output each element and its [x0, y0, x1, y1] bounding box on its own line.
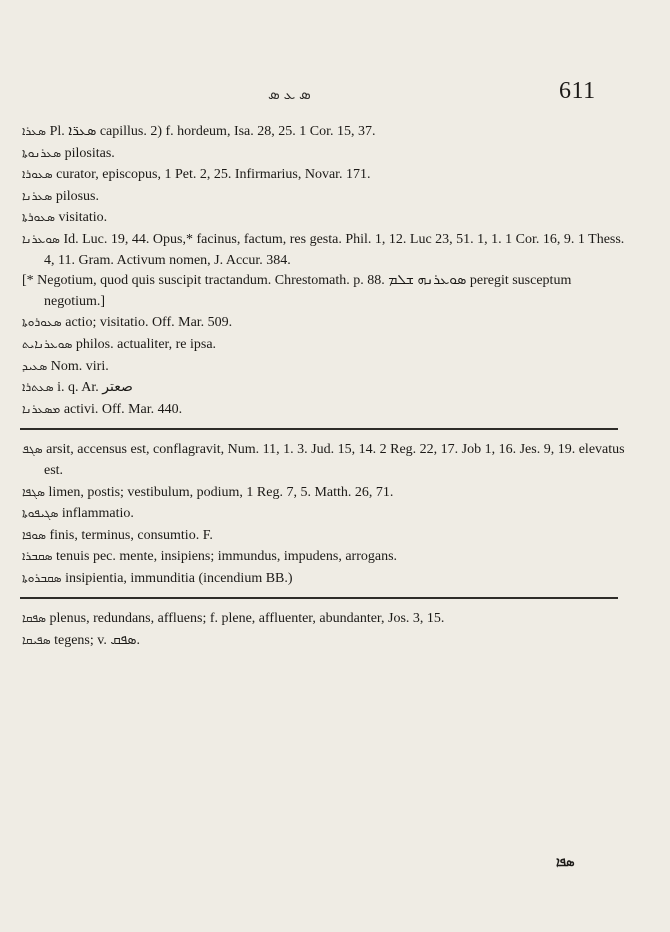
entry-headword: ܣܘܥܪܢܐ — [22, 231, 60, 246]
entry-definition: actio; visitatio. Off. Mar. 509. — [65, 315, 233, 331]
entry-definition: pilositas. — [64, 145, 115, 161]
entry-definition: limen, postis; vestibulum, podium, 1 Reg. 7, 5. Matth. 26, 71. — [48, 484, 394, 500]
dictionary-entry — [22, 608, 632, 630]
dictionary-entry — [22, 568, 632, 590]
entry-definition: tegens; v. ܣܦܩ. — [54, 633, 141, 649]
entry-headword: ܣܘܥܪܢܐܝܬ — [22, 336, 73, 351]
entry-definition: Nom. viri. — [50, 358, 109, 374]
entry-headword: ܣܓܝܦܘܬܐ — [22, 506, 59, 521]
dictionary-entry — [22, 334, 632, 356]
dictionary-entry — [22, 399, 632, 421]
dictionary-entry — [22, 312, 632, 334]
dictionary-entry — [22, 207, 632, 229]
entry-headword: ܣܦܩܐ — [22, 611, 47, 626]
dictionary-entry — [22, 356, 632, 378]
dictionary-entry — [22, 143, 632, 165]
entry-definition: plenus, redundans, affluens; f. plene, affluenter, abundanter, Jos. 3, 15. — [49, 611, 445, 627]
entry-headword: ܣܩܒܪܐ — [22, 549, 53, 564]
entry-definition: philos. actualiter, re ipsa. — [75, 336, 217, 352]
dictionary-entry — [22, 377, 632, 399]
page-header — [0, 78, 670, 108]
dictionary-entry — [22, 271, 632, 312]
entry-definition: [* Negotium, quod quis suscipit tractandum. Chrestomath. p. 88. ܣܘܥܪܢܗ ܫܠܡ peregit susceptum negotium.] — [22, 273, 572, 309]
entry-definition: Id. Luc. 19, 44. Opus,* facinus, factum, res gesta. Phil. 1, 12. Luc 23, 51. 1, 1. 1 Cor. 16, 9. 1 Thess. 4, 11. Gram. Activum nomen, J. Accur. 384. — [44, 231, 625, 268]
entry-definition: insipientia, immunditia (incendium BB.) — [65, 570, 293, 586]
entry-definition: finis, terminus, consumtio. F. — [49, 527, 213, 543]
entry-headword: ܣܘܦܐ — [22, 527, 46, 542]
entry-definition: pilosus. — [55, 188, 99, 204]
entry-headword: ܣܥܪܢܘܬܐ — [22, 145, 62, 160]
dictionary-entry — [22, 229, 632, 271]
entry-headword: ܣܓܦ — [22, 442, 43, 457]
section-divider — [20, 597, 618, 599]
dictionary-entry — [22, 630, 632, 652]
entry-headword: ܣܥܝܕ — [22, 358, 48, 373]
catchword: ܣܦܐ — [556, 855, 575, 870]
entry-definition: visitatio. — [58, 210, 108, 226]
dictionary-entry — [22, 121, 632, 143]
entry-headword: ܣܥܘܪܘܬܐ — [22, 315, 62, 330]
entry-definition: tenuis pec. mente, insipiens; immundus, impudens, arrogans. — [56, 549, 398, 565]
entry-headword: ܣܥܘܪܐ — [22, 167, 53, 182]
entry-headword: ܣܥܪܢܐ — [22, 188, 53, 203]
dictionary-entry — [22, 525, 632, 547]
entry-headword: ܣܥܬܪܐ — [22, 380, 54, 395]
dictionary-entry — [22, 439, 632, 481]
entry-definition: Pl. ܣܥܪ̈ܐ capillus. 2) f. hordeum, Isa. 28, 25. 1 Cor. 15, 37. — [49, 124, 376, 139]
dictionary-entry — [22, 503, 632, 525]
entry-headword: ܡܣܥܪܢܐ — [22, 401, 61, 416]
entry-definition: activi. Off. Mar. 440. — [63, 401, 183, 417]
dictionary-entry — [22, 482, 632, 504]
entry-headword: ܣܓܦܐ — [22, 484, 45, 499]
entry-definition: curator, episcopus, 1 Pet. 2, 25. Infirmarius, Novar. 171. — [56, 167, 371, 183]
page-number: 611 — [559, 78, 596, 104]
dictionary-entry — [22, 164, 632, 186]
running-head-syriac: ܣ ܥ ܣ — [268, 87, 311, 103]
entries-column — [22, 118, 632, 652]
entry-definition: i. q. Ar. ﺻﻌﺘﺮ — [57, 380, 133, 396]
entry-definition: arsit, accensus est, conflagravit, Num. 11, 1. 3. Jud. 15, 14. 2 Reg. 22, 17. Job 1, 16. Jes. 9, 19. elevatus est. — [44, 442, 625, 478]
entry-headword: ܣܥܪܐ — [22, 124, 47, 138]
entry-headword: ܣܩܒܪܘܬܐ — [22, 570, 62, 585]
entry-definition: inflammatio. — [61, 506, 134, 522]
dictionary-entry — [22, 186, 632, 208]
entry-headword: ܣܥܘܪܬܐ — [22, 210, 56, 225]
entry-headword: ܣܦܝܩܐ — [22, 633, 51, 648]
dictionary-entry — [22, 546, 632, 568]
section-divider — [20, 428, 618, 430]
